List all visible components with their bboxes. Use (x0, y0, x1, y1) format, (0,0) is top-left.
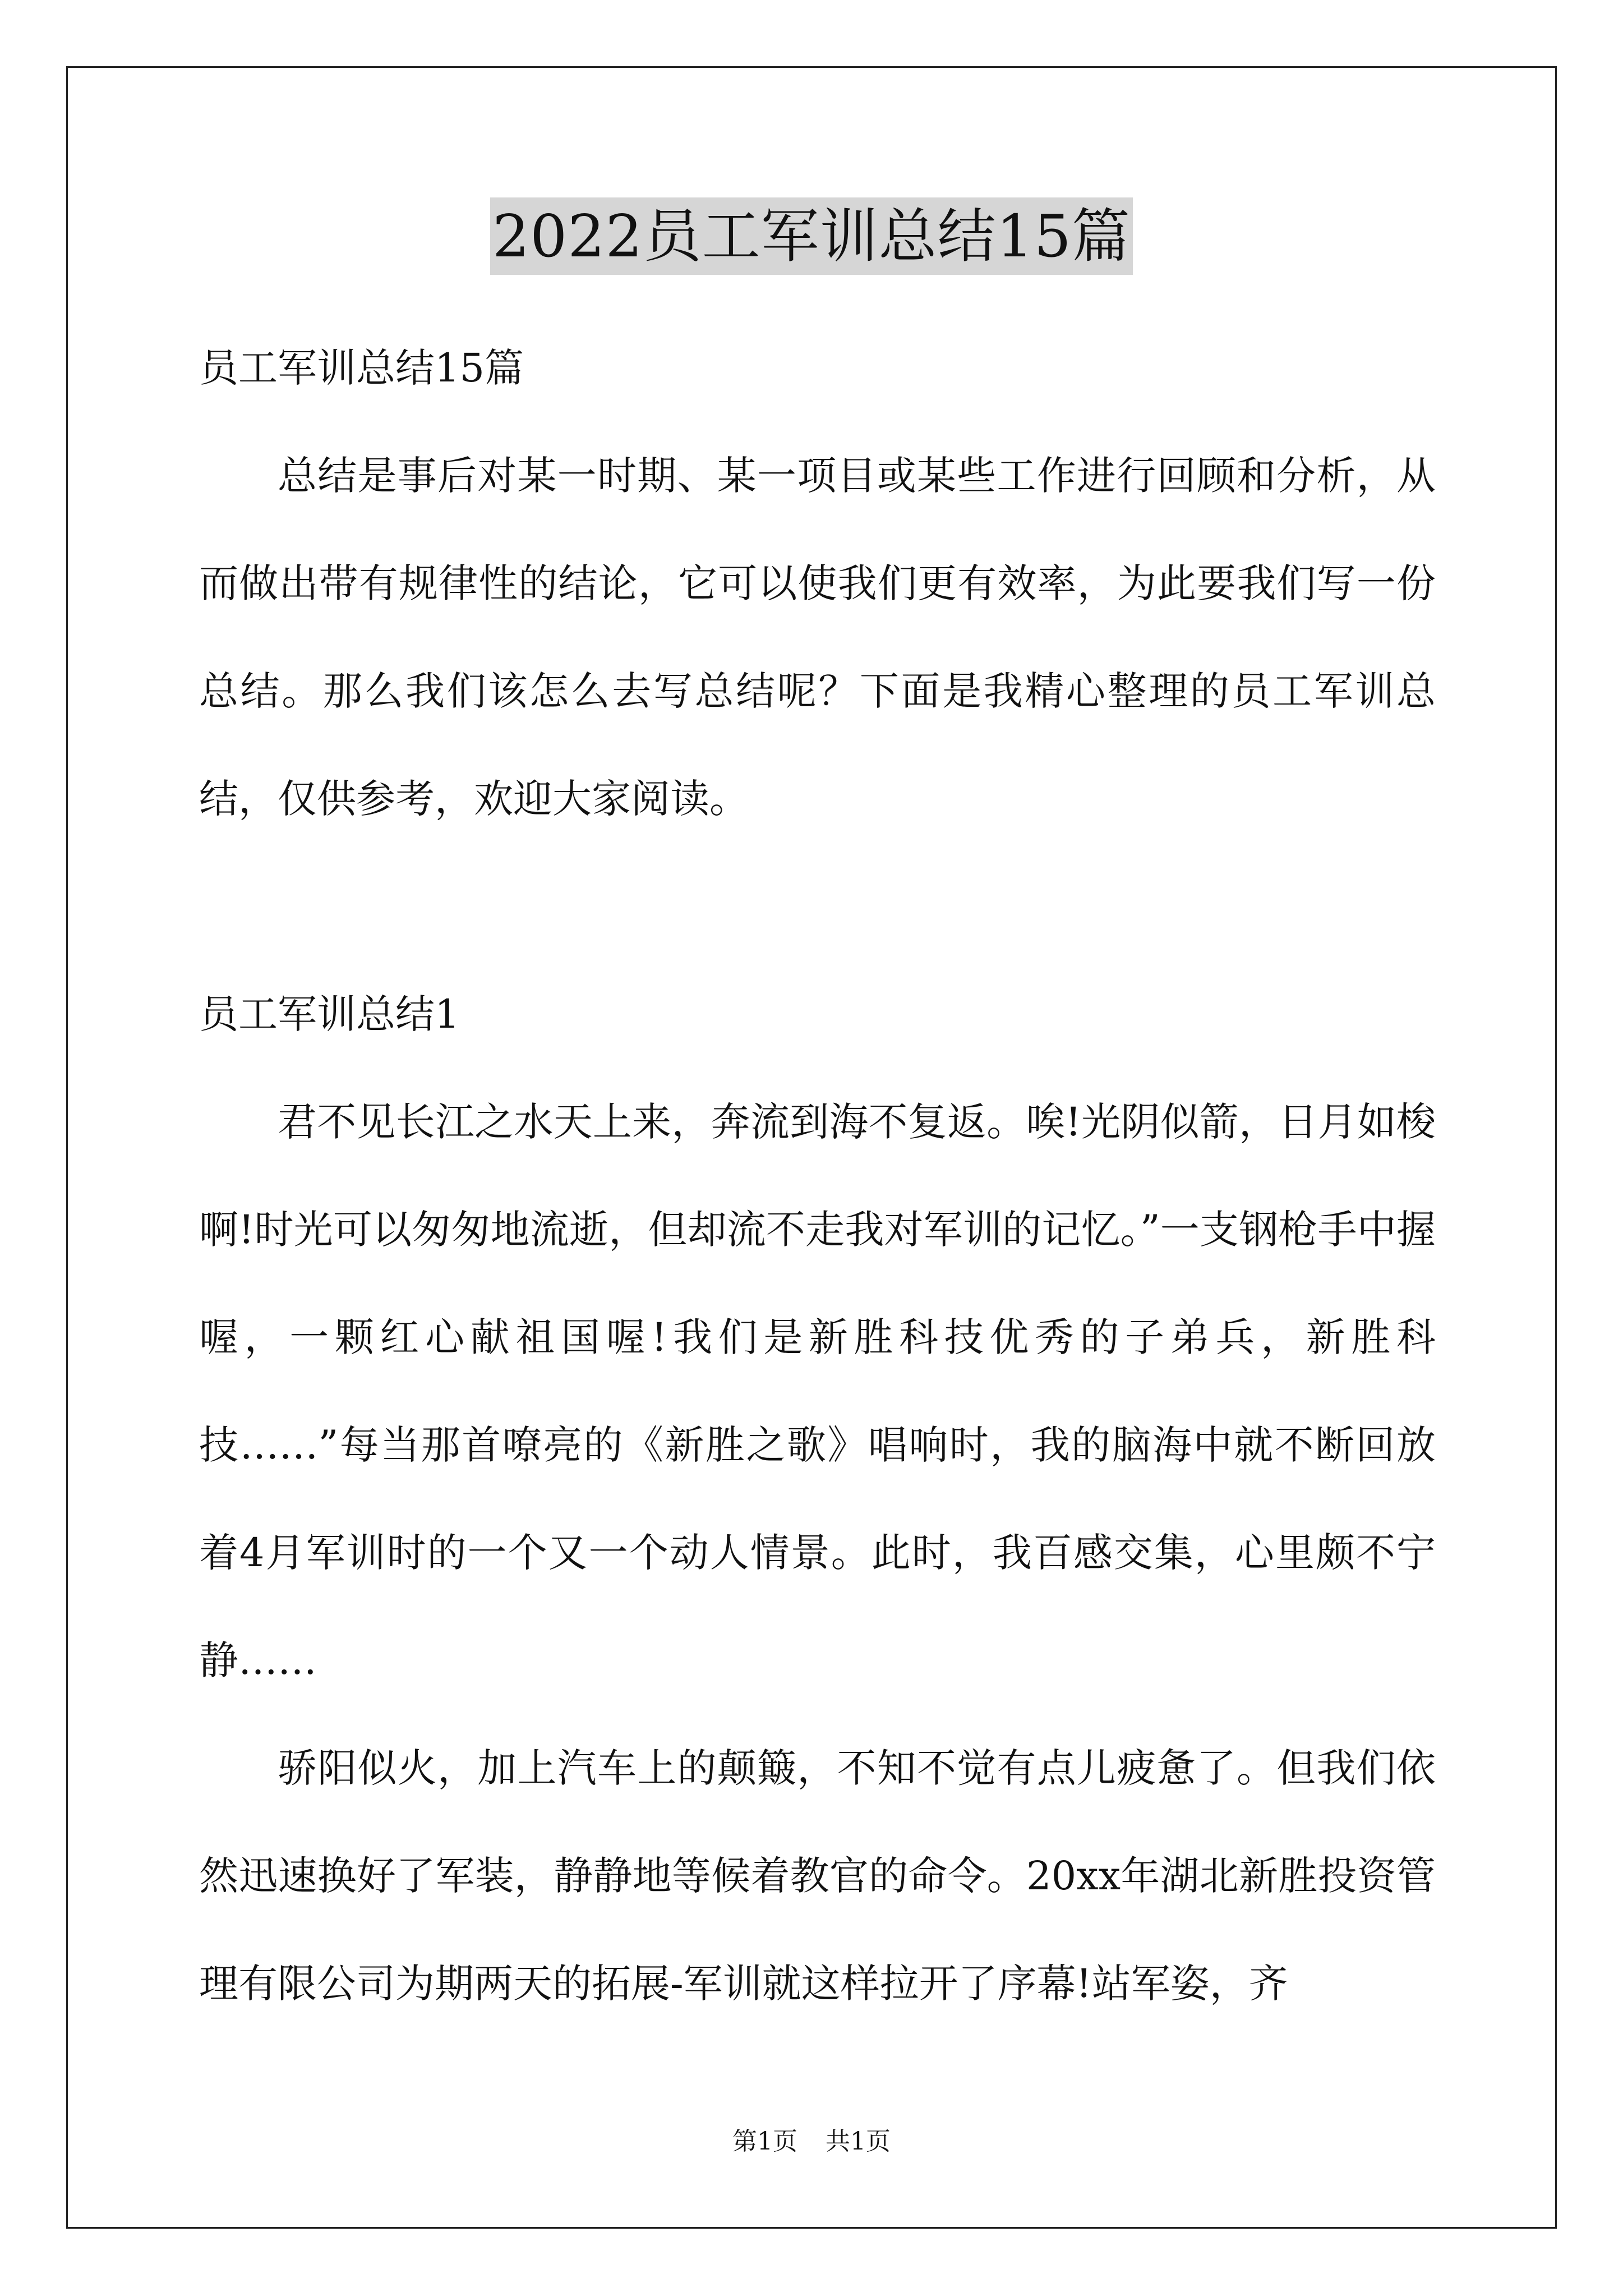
body-paragraph: 骄阳似火，加上汽车上的颠簸，不知不觉有点儿疲惫了。但我们依然迅速换好了军装，静静地等候着教官的命令。20xx年湖北新胜投资管理有限公司为期两天的拓展-军训就这样拉开了序幕!站军姿，齐 (199, 1745, 1436, 2007)
section-spacer (199, 853, 1436, 960)
document-body (199, 314, 1436, 2037)
document-title: 2022员工军训总结15篇 (490, 197, 1133, 275)
page-footer (0, 2125, 1623, 2159)
title-container (0, 197, 1623, 275)
page-total: 共1页 (826, 2127, 891, 2156)
section-heading: 员工军训总结1 (199, 991, 460, 1037)
body-paragraph: 君不见长江之水天上来，奔流到海不复返。唉!光阴似箭，日月如梭啊!时光可以匆匆地流逝，但却流不走我对军训的记忆。”一支钢枪手中握喔，一颗红心献祖国喔!我们是新胜科技优秀的子弟兵，新胜科技……”每当那首嘹亮的《新胜之歌》唱响时，我的脑海中就不断回放着4月军训时的一个又一个动人情景。此时，我百感交集，心里颇不宁静…… (199, 1099, 1436, 1683)
intro-paragraph: 总结是事后对某一时期、某一项目或某些工作进行回顾和分析，从而做出带有规律性的结论，它可以使我们更有效率，为此要我们写一份总结。那么我们该怎么去写总结呢？下面是我精心整理的员工军训总结，仅供参考，欢迎大家阅读。 (199, 453, 1436, 822)
document-subtitle: 员工军训总结15篇 (199, 345, 524, 391)
page-number: 第1页 (732, 2127, 797, 2156)
